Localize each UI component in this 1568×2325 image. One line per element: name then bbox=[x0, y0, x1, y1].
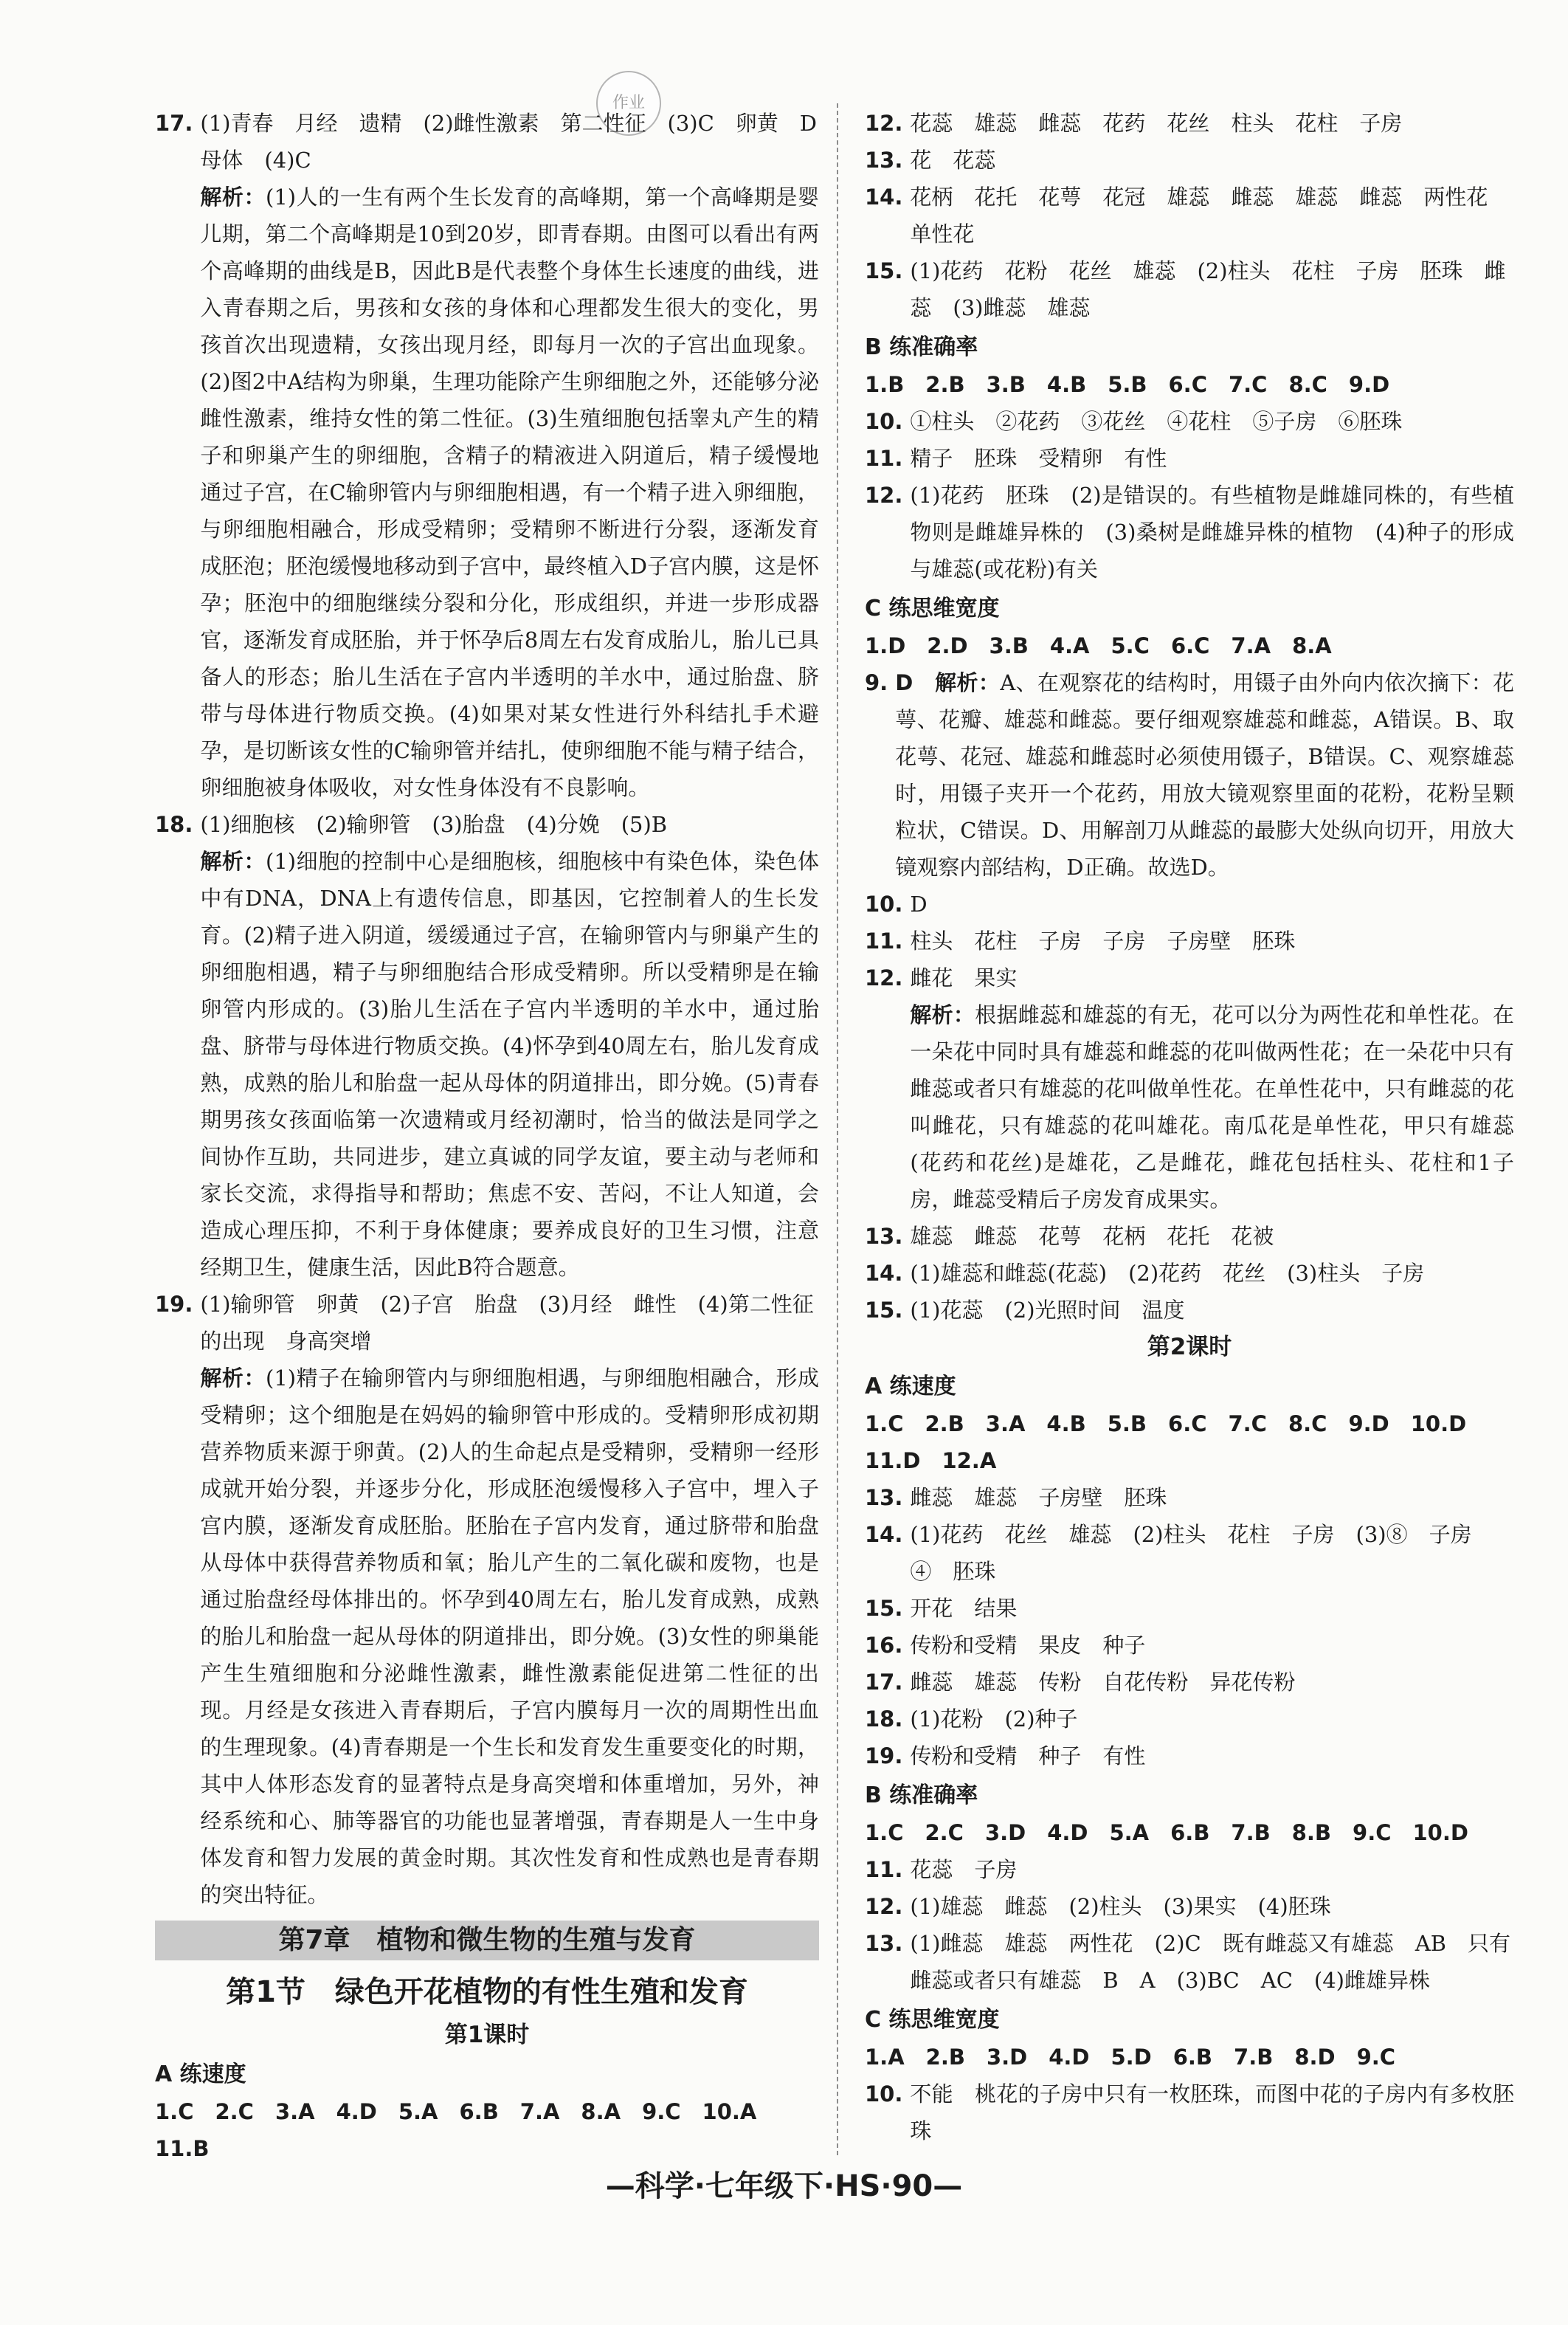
answer-item: 14. (1)雄蕊和雌蕊(花蕊) (2)花药 花丝 (3)柱头 子房 bbox=[865, 1261, 1425, 1286]
answer-item: 12. 花蕊 雄蕊 雌蕊 花药 花丝 柱头 花柱 子房 bbox=[865, 111, 1403, 136]
answer-item: 11. 花蕊 子房 bbox=[865, 1857, 1018, 1882]
answer-item: 13. 花 花蕊 bbox=[865, 148, 996, 173]
answer-item: 12. 雌花 果实 解析：根据雌蕊和雄蕊的有无，花可以分为两性花和单性花。在一朵花中同时具有雄蕊和雌蕊的花叫做两性花；在一朵花中只有雌蕊或者只有雄蕊的花叫做单性花。在单性花中，只有雌蕊的花叫雌花，只有雄蕊的花叫雄花。南瓜花是单性花，甲只有雄蕊(花药和花丝)是雄花，乙是雌花，雌花包括柱头、花柱和1子房，雌蕊受精后子房发育成果实。 bbox=[865, 965, 1514, 1212]
answer-item: 18. (1)花粉 (2)种子 bbox=[865, 1706, 1078, 1732]
part-c-choices: 1.D 2.D 3.B 4.A 5.C 6.C 7.A 8.A bbox=[865, 633, 1332, 658]
watermark-stamp: 作业 bbox=[596, 71, 661, 136]
answer-item: 13. (1)雌蕊 雄蕊 两性花 (2)C 既有雌蕊又有雄蕊 AB 只有雌蕊或者只有雄蕊 B A (3)BC AC (4)雌雄异株 bbox=[865, 1931, 1510, 1993]
lesson-2-title: 第2课时 bbox=[1147, 1334, 1232, 1360]
part-a-choices: 1.C 2.C 3.A 4.D 5.A 6.B 7.A 8.A 9.C 10.A bbox=[155, 2099, 757, 2124]
chapter-banner: 第7章 植物和微生物的生殖与发育 bbox=[155, 1921, 819, 1960]
answer-item: 15. 开花 结果 bbox=[865, 1596, 1018, 1621]
answer-item: 9. D 解析：A、在观察花的结构时，用镊子由外向内依次摘下：花萼、花瓣、雄蕊和雌蕊。要仔细观察雄蕊和雌蕊，A错误。B、取花萼、花冠、雄蕊和雌蕊时必须使用镊子，B错误。C、观察雄蕊时，用镊子夹开一个花药，用放大镜观察里面的花粉，花粉呈颗粒状，C错误。D、用解剖刀从雌蕊的最膨大处纵向切开，用放大镜观察内部结构，D正确。故选D。 bbox=[865, 670, 1514, 880]
part-a-choices-2: 11.B bbox=[155, 2136, 210, 2161]
answer-item: 19. 传粉和受精 种子 有性 bbox=[865, 1743, 1146, 1768]
analysis-17: 解析：(1)人的一生有两个生长发育的高峰期，第一个高峰期是婴儿期，第二个高峰期是10到20岁，即青春期。由图可以看出有两个高峰期的曲线是B，因此B是代表整个身体生长速度的曲线，进入青春期之后，男孩和女孩的身体和心理都发生很大的变化，男孩首次出现遗精，女孩出现月经，即每月一次的子宫出血现象。(2)图2中A结构为卵巢，生理功能除产生卵细胞之外，还能够分泌雌性激素，维持女性的第二性征。(3)生殖细胞包括睾丸产生的精子和卵巢产生的卵细胞，含精子的精液进入阴道后，精子缓慢地通过子宫，在C输卵管内与卵细胞相遇，有一个精子进入卵细胞，与卵细胞相融合，形成受精卵；受精卵不断进行分裂，逐渐发育成胚泡；胚泡缓慢地移动到子宫中，最终植入D子宫内膜，这是怀孕；胚泡中的细胞继续分裂和分化，形成组织，并进一步形成器官，逐渐发育成胚胎，并于怀孕后8周左右发育成胎儿，胎儿已具备人的形态；胎儿生活在子宫内半透明的羊水中，通过胎盘、脐带与母体进行物质交换。(4)如果对某女性进行外科结扎手术避孕，是切断该女性的C输卵管并结扎，使卵细胞不能与精子结合，卵细胞被身体吸收，对女性身体没有不良影响。 bbox=[200, 185, 819, 800]
analysis-19: 解析：(1)精子在输卵管内与卵细胞相遇，与卵细胞相融合，形成受精卵；这个细胞是在妈妈的输卵管中形成的。受精卵形成初期营养物质来源于卵黄。(2)人的生命起点是受精卵，受精卵一经形成就开始分裂，并逐步分化，形成胚泡缓慢移入子宫中，埋入子宫内膜，逐渐发育成胚胎。胚胎在子宫内发育，通过脐带和胎盘从母体中获得营养物质和氧；胎儿产生的二氧化碳和废物，也是通过胎盘经母体排出的。怀孕到40周左右，胎儿发育成熟，成熟的胎儿和胎盘一起从母体的阴道排出，即分娩。(3)女性的卵巢能产生生殖细胞和分泌雌性激素，雌性激素能促进第二性征的出现。月经是女孩进入青春期后，子宫内膜每月一次的周期性出血的生理现象。(4)青春期是一个生长和发育发生重要变化的时期，其中人体形态发育的显著特点是身高突增和体重增加，另外，神经系统和心、肺等器官的功能也显著增强，青春期是人一生中身体发育和智力发展的黄金时期。其次性发育和性成熟也是青春期的突出特征。 bbox=[200, 1365, 819, 1907]
answer-item: 13. 雄蕊 雌蕊 花萼 花柄 花托 花被 bbox=[865, 1224, 1274, 1249]
part-a2-choices-2: 11.D 12.A bbox=[865, 1448, 997, 1473]
answer-item: 17. 雌蕊 雄蕊 传粉 自花传粉 异花传粉 bbox=[865, 1670, 1296, 1695]
answer-item: 12. (1)花药 胚珠 (2)是错误的。有些植物是雌雄同株的，有些植物则是雌雄异株的 (3)桑树是雌雄异株的植物 (4)种子的形成与雄蕊(或花粉)有关 bbox=[865, 483, 1514, 582]
question-19: 19. (1)输卵管 卵黄 (2)子宫 胎盘 (3)月经 雌性 (4)第二性征的出现 身高突增 解析：(1)精子在输卵管内与卵细胞相遇，与卵细胞相融合，形成受精卵；这个细胞是在妈妈的输卵管中形成的。受精卵形成初期营养物质来源于卵黄。(2)人的生命起点是受精卵，受精卵一经形成就开始分裂，并逐步分化，形成胚泡缓慢移入子宫中，埋入子宫内膜，逐渐发育成胚胎。胚胎在子宫内发育，通过脐带和胎盘从母体中获得营养物质和氧；胎儿产生的二氧化碳和废物，也是通过胎盘经母体排出的。怀孕到40周左右，胎儿发育成熟，成熟的胎儿和胎盘一起从母体的阴道排出，即分娩。(3)女性的卵巢能产生生殖细胞和分泌雌性激素，雌性激素能促进第二性征的出现。月经是女孩进入青春期后，子宫内膜每月一次的周期性出血的生理现象。(4)青春期是一个生长和发育发生重要变化的时期，其中人体形态发育的显著特点是身高突增和体重增加，另外，神经系统和心、肺等器官的功能也显著增强，青春期是人一生中身体发育和智力发展的黄金时期。其次性发育和性成熟也是青春期的突出特征。 bbox=[155, 1286, 819, 1913]
part-a2-choices: 1.C 2.B 3.A 4.B 5.B 6.C 7.C 8.C 9.D 10.D bbox=[865, 1411, 1467, 1436]
answer-item: 10. D bbox=[865, 892, 928, 917]
answer-item: 11. 精子 胚珠 受精卵 有性 bbox=[865, 446, 1167, 471]
answer-item: 16. 传粉和受精 果皮 种子 bbox=[865, 1633, 1146, 1658]
answer-item: 13. 雌蕊 雄蕊 子房壁 胚珠 bbox=[865, 1485, 1167, 1510]
part-c2-choices: 1.A 2.B 3.D 4.D 5.D 6.B 7.B 8.D 9.C bbox=[865, 2045, 1396, 2070]
answer-item: 10. 不能 桃花的子房中只有一枚胚珠，而图中花的子房内有多枚胚珠 bbox=[865, 2081, 1514, 2143]
question-17: 17. (1)青春 月经 遗精 (2)雌性激素 第二性征 (3)C 卵黄 D 母体 (4)C 解析：(1)人的一生有两个生长发育的高峰期，第一个高峰期是婴儿期，第二个高峰期是10到20岁，即青春期。由图可以看出有两个高峰期的曲线是B，因此B是代表整个身体生长速度的曲线，进入青春期之后，男孩和女孩的身体和心理都发生很大的变化，男孩首次出现遗精，女孩出现月经，即每月一次的子宫出血现象。(2)图2中A结构为卵巢，生理功能除产生卵细胞之外，还能够分泌雌性激素，维持女性的第二性征。(3)生殖细胞包括睾丸产生的精子和卵巢产生的卵细胞，含精子的精液进入阴道后，精子缓慢地通过子宫，在C输卵管内与卵细胞相遇，有一个精子进入卵细胞，与卵细胞相融合，形成受精卵；受精卵不断进行分裂，逐渐发育成胚泡；胚泡缓慢地移动到子宫中，最终植入D子宫内膜，这是怀孕；胚泡中的细胞继续分裂和分化，形成组织，并进一步形成器官，逐渐发育成胚胎，并于怀孕后8周左右发育成胎儿，胎儿已具备人的形态；胎儿生活在子宫内半透明的羊水中，通过胎盘、脐带与母体进行物质交换。(4)如果对某女性进行外科结扎手术避孕，是切断该女性的C输卵管并结扎，使卵细胞不能与精子结合，卵细胞被身体吸收，对女性身体没有不良影响。 bbox=[155, 105, 819, 806]
part-a2-heading: A 练速度 bbox=[865, 1374, 956, 1399]
answer-item: 15. (1)花蕊 (2)光照时间 温度 bbox=[865, 1298, 1185, 1323]
part-b2-choices: 1.C 2.C 3.D 4.D 5.A 6.B 7.B 8.B 9.C 10.D bbox=[865, 1820, 1468, 1845]
part-c-heading: C 练思维宽度 bbox=[865, 596, 1000, 621]
right-column bbox=[865, 105, 1514, 2149]
part-b-heading: B 练准确率 bbox=[865, 334, 978, 360]
question-18: 18. (1)细胞核 (2)输卵管 (3)胎盘 (4)分娩 (5)B 解析：(1)细胞的控制中心是细胞核，细胞核中有染色体，染色体中有DNA，DNA上有遗传信息，即基因，它控制着人的生长发育。(2)精子进入阴道，缓缓通过子宫，在输卵管内与卵巢产生的卵细胞相遇，精子与卵细胞结合形成受精卵。所以受精卵是在输卵管内形成的。(3)胎儿生活在子宫内半透明的羊水中，通过胎盘、脐带与母体进行物质交换。(4)怀孕到40周左右，胎儿发育成熟，成熟的胎儿和胎盘一起从母体的阴道排出，即分娩。(5)青春期男孩女孩面临第一次遗精或月经初潮时，恰当的做法是同学之间协作互助，共同进步，建立真诚的同学友谊，要主动与老师和家长交流，求得指导和帮助；焦虑不安、苦闷，不让人知道，会造成心理压抑，不利于身体健康；要养成良好的卫生习惯，注意经期卫生，健康生活，因此B符合题意。 bbox=[155, 806, 819, 1286]
part-c2-heading: C 练思维宽度 bbox=[865, 2007, 1000, 2033]
page-footer: —科学·七年级下·HS·90— bbox=[605, 2169, 963, 2203]
left-column bbox=[155, 105, 839, 2167]
answer-19: (1)输卵管 卵黄 (2)子宫 胎盘 (3)月经 雌性 (4)第二性征的出现 身高突增 bbox=[200, 1292, 814, 1354]
part-b2-heading: B 练准确率 bbox=[865, 1782, 978, 1808]
answer-17: (1)青春 月经 遗精 (2)雌性激素 第二性征 (3)C 卵黄 D 母体 (4)C bbox=[200, 111, 839, 173]
column-divider bbox=[837, 103, 838, 2155]
section-title: 第1节 绿色开花植物的有性生殖和发育 bbox=[226, 1975, 748, 2009]
answer-18: (1)细胞核 (2)输卵管 (3)胎盘 (4)分娩 (5)B bbox=[200, 812, 668, 837]
part-b-choices: 1.B 2.B 3.B 4.B 5.B 6.C 7.C 8.C 9.D bbox=[865, 372, 1390, 397]
answer-item: 11. 柱头 花柱 子房 子房 子房壁 胚珠 bbox=[865, 929, 1296, 954]
answer-item: 12. (1)雄蕊 雌蕊 (2)柱头 (3)果实 (4)胚珠 bbox=[865, 1894, 1331, 1919]
answer-item: 15. (1)花药 花粉 花丝 雄蕊 (2)柱头 花柱 子房 胚珠 雌蕊 (3)雌蕊 雄蕊 bbox=[865, 258, 1506, 320]
lesson-title: 第1课时 bbox=[444, 2022, 530, 2048]
answer-item: 14. 花柄 花托 花萼 花冠 雄蕊 雌蕊 雄蕊 雌蕊 两性花 单性花 bbox=[865, 185, 1510, 247]
analysis-18: 解析：(1)细胞的控制中心是细胞核，细胞核中有染色体，染色体中有DNA，DNA上有遗传信息，即基因，它控制着人的生长发育。(2)精子进入阴道，缓缓通过子宫，在输卵管内与卵巢产生的卵细胞相遇，精子与卵细胞结合形成受精卵。所以受精卵是在输卵管内形成的。(3)胎儿生活在子宫内半透明的羊水中，通过胎盘、脐带与母体进行物质交换。(4)怀孕到40周左右，胎儿发育成熟，成熟的胎儿和胎盘一起从母体的阴道排出，即分娩。(5)青春期男孩女孩面临第一次遗精或月经初潮时，恰当的做法是同学之间协作互助，共同进步，建立真诚的同学友谊，要主动与老师和家长交流，求得指导和帮助；焦虑不安、苦闷，不让人知道，会造成心理压抑，不利于身体健康；要养成良好的卫生习惯，注意经期卫生，健康生活，因此B符合题意。 bbox=[200, 849, 819, 1280]
part-a-heading: A 练速度 bbox=[155, 2062, 246, 2087]
answer-item: 10. ①柱头 ②花药 ③花丝 ④花柱 ⑤子房 ⑥胚珠 bbox=[865, 409, 1403, 434]
answer-item: 14. (1)花药 花丝 雄蕊 (2)柱头 花柱 子房 (3)⑧ 子房 ④ 胚珠 bbox=[865, 1522, 1493, 1584]
